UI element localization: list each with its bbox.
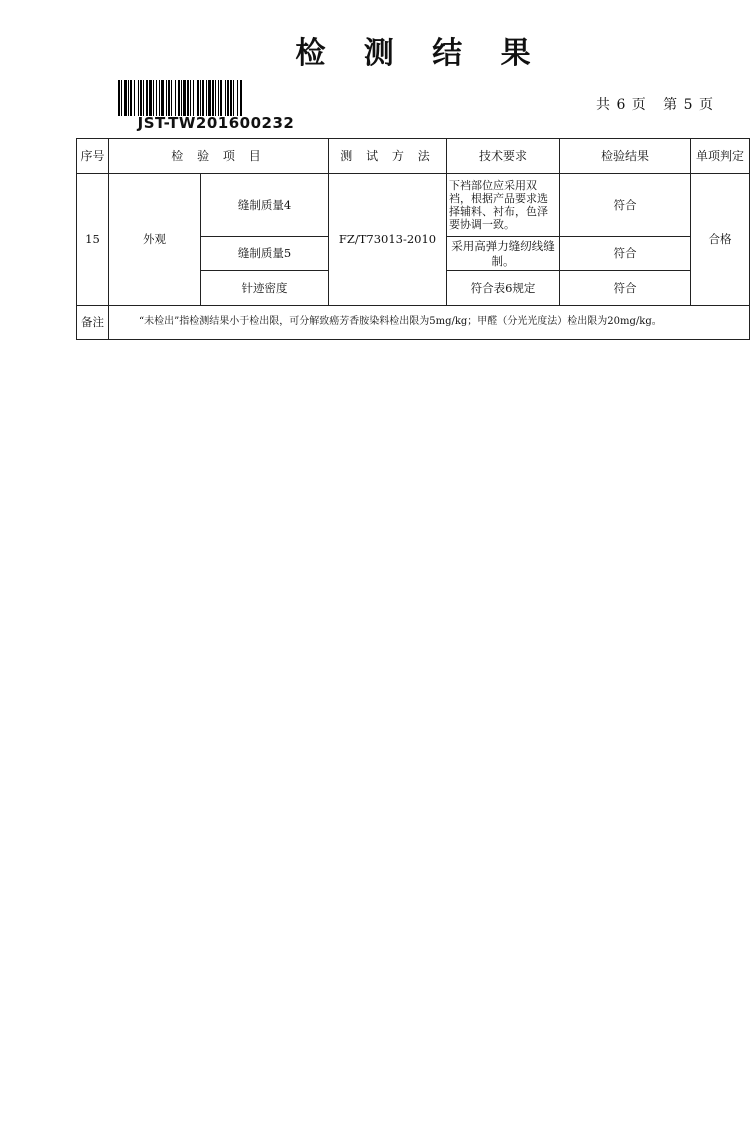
barcode-image	[118, 80, 312, 116]
header-method: 测 试 方 法	[329, 139, 447, 174]
remark-text: “未检出”指检测结果小于检出限，可分解致癌芳香胺染料检出限为5mg/kg；甲醛（分光光度法）检出限为20mg/kg。	[109, 306, 750, 340]
remark-row	[77, 306, 750, 340]
page-title: 检 测 结 果	[295, 36, 545, 71]
page-current: 第 5 页	[663, 97, 714, 113]
remark-label: 备注	[77, 306, 109, 340]
cell-requirement: 符合表6规定	[447, 271, 560, 306]
cell-result: 符合	[560, 271, 691, 306]
cell-item: 针迹密度	[201, 271, 329, 306]
page-total: 共 6 页	[596, 97, 647, 113]
header-result: 检验结果	[560, 139, 691, 174]
cell-requirement: 下裆部位应采用双裆，根据产品要求选择辅料、衬布，色泽要协调一致。	[447, 174, 560, 237]
header-judgement: 单项判定	[691, 139, 750, 174]
header-no: 序号	[77, 139, 109, 174]
cell-category: 外观	[109, 174, 201, 306]
cell-no: 15	[77, 174, 109, 306]
cell-method: FZ/T73013-2010	[329, 174, 447, 306]
cell-item: 缝制质量5	[201, 237, 329, 271]
cell-requirement: 采用高弹力缝纫线缝制。	[447, 237, 560, 271]
table-header-row	[77, 139, 750, 174]
cell-judgement: 合格	[691, 174, 750, 306]
report-number: JST-TW201600232	[137, 114, 295, 132]
results-table	[76, 138, 750, 340]
page-info	[596, 94, 714, 114]
cell-result: 符合	[560, 174, 691, 237]
header-item: 检 验 项 目	[109, 139, 329, 174]
cell-result: 符合	[560, 237, 691, 271]
header-requirement: 技术要求	[447, 139, 560, 174]
table-row	[77, 174, 750, 237]
cell-item: 缝制质量4	[201, 174, 329, 237]
